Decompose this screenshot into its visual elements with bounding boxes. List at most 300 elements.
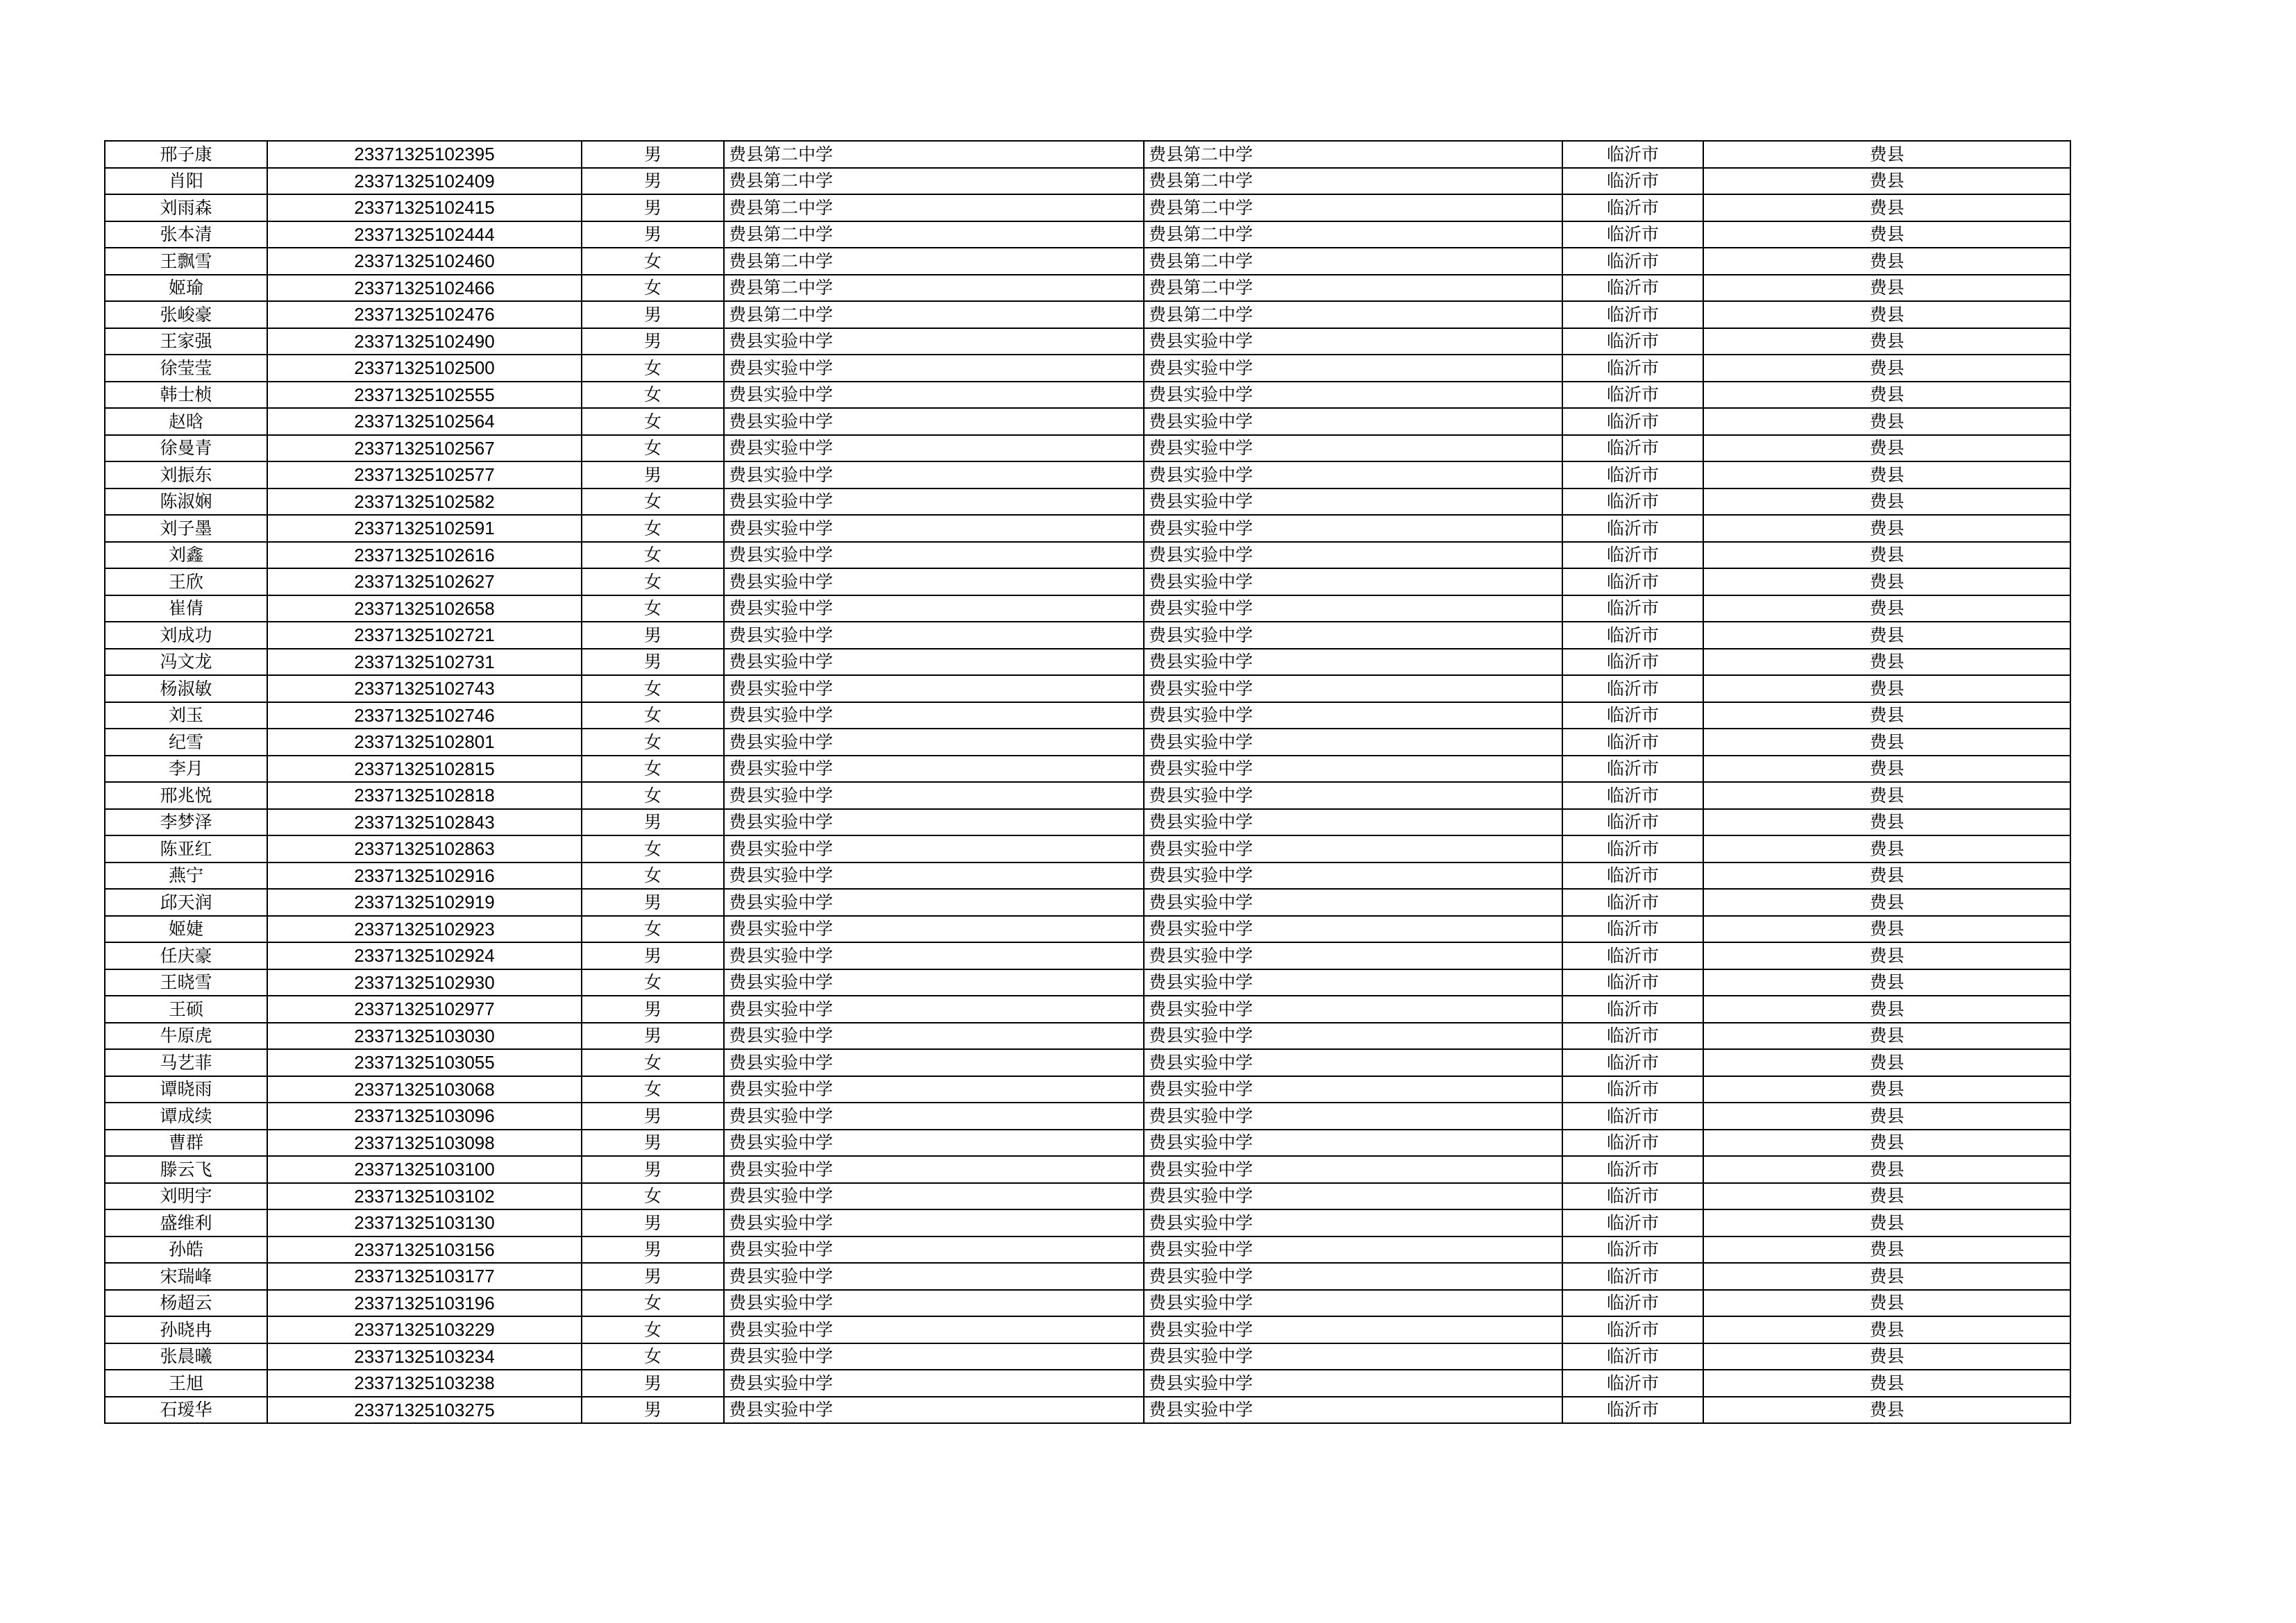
table-row <box>105 194 2070 221</box>
school-cell: 费县实验中学 <box>724 996 1144 1023</box>
city-cell: 临沂市 <box>1562 1263 1703 1290</box>
exam-site-cell: 费县实验中学 <box>1144 595 1562 622</box>
exam-site-cell: 费县实验中学 <box>1144 435 1562 462</box>
exam-id-cell: 23371325102924 <box>267 942 582 969</box>
school-cell: 费县实验中学 <box>724 1076 1144 1103</box>
table-row <box>105 1076 2070 1103</box>
city-cell: 临沂市 <box>1562 488 1703 516</box>
table-row <box>105 863 2070 890</box>
county-cell: 费县 <box>1703 275 2070 302</box>
name-cell: 石瑷华 <box>105 1397 267 1424</box>
county-cell: 费县 <box>1703 916 2070 943</box>
city-cell: 临沂市 <box>1562 1023 1703 1050</box>
table-row <box>105 461 2070 488</box>
exam-id-cell: 23371325102930 <box>267 969 582 996</box>
county-cell: 费县 <box>1703 141 2070 168</box>
county-cell: 费县 <box>1703 1156 2070 1183</box>
exam-id-cell: 23371325103100 <box>267 1156 582 1183</box>
school-cell: 费县第二中学 <box>724 248 1144 275</box>
exam-site-cell: 费县实验中学 <box>1144 488 1562 516</box>
table-row <box>105 756 2070 783</box>
exam-site-cell: 费县实验中学 <box>1144 1209 1562 1237</box>
county-cell: 费县 <box>1703 1316 2070 1343</box>
gender-cell: 女 <box>582 542 724 569</box>
table-row <box>105 782 2070 809</box>
table-row <box>105 1103 2070 1130</box>
table-row <box>105 1209 2070 1237</box>
name-cell: 曹群 <box>105 1130 267 1157</box>
table-row <box>105 702 2070 729</box>
exam-id-cell: 23371325102500 <box>267 355 582 382</box>
exam-site-cell: 费县实验中学 <box>1144 1237 1562 1264</box>
name-cell: 肖阳 <box>105 168 267 195</box>
city-cell: 临沂市 <box>1562 942 1703 969</box>
name-cell: 刘子墨 <box>105 515 267 542</box>
name-cell: 刘明宇 <box>105 1183 267 1210</box>
city-cell: 临沂市 <box>1562 756 1703 783</box>
gender-cell: 男 <box>582 889 724 916</box>
gender-cell: 女 <box>582 515 724 542</box>
gender-cell: 男 <box>582 942 724 969</box>
name-cell: 冯文龙 <box>105 649 267 676</box>
city-cell: 临沂市 <box>1562 515 1703 542</box>
gender-cell: 男 <box>582 1209 724 1237</box>
gender-cell: 男 <box>582 1237 724 1264</box>
name-cell: 张晨曦 <box>105 1343 267 1370</box>
county-cell: 费县 <box>1703 595 2070 622</box>
exam-site-cell: 费县第二中学 <box>1144 221 1562 248</box>
exam-id-cell: 23371325102627 <box>267 568 582 595</box>
exam-id-cell: 23371325102843 <box>267 809 582 836</box>
county-cell: 费县 <box>1703 649 2070 676</box>
city-cell: 临沂市 <box>1562 1316 1703 1343</box>
exam-site-cell: 费县第二中学 <box>1144 168 1562 195</box>
gender-cell: 女 <box>582 435 724 462</box>
county-cell: 费县 <box>1703 1023 2070 1050</box>
school-cell: 费县实验中学 <box>724 942 1144 969</box>
school-cell: 费县实验中学 <box>724 1397 1144 1424</box>
school-cell: 费县实验中学 <box>724 916 1144 943</box>
gender-cell: 女 <box>582 488 724 516</box>
exam-id-cell: 23371325102582 <box>267 488 582 516</box>
name-cell: 张峻豪 <box>105 301 267 328</box>
name-cell: 姬婕 <box>105 916 267 943</box>
gender-cell: 女 <box>582 916 724 943</box>
exam-id-cell: 23371325102555 <box>267 382 582 409</box>
county-cell: 费县 <box>1703 568 2070 595</box>
school-cell: 费县第二中学 <box>724 301 1144 328</box>
table-row <box>105 835 2070 863</box>
exam-site-cell: 费县实验中学 <box>1144 1103 1562 1130</box>
city-cell: 临沂市 <box>1562 649 1703 676</box>
name-cell: 邢兆悦 <box>105 782 267 809</box>
exam-site-cell: 费县实验中学 <box>1144 568 1562 595</box>
table-row <box>105 248 2070 275</box>
city-cell: 临沂市 <box>1562 141 1703 168</box>
city-cell: 临沂市 <box>1562 622 1703 649</box>
gender-cell: 女 <box>582 382 724 409</box>
city-cell: 临沂市 <box>1562 863 1703 890</box>
city-cell: 临沂市 <box>1562 729 1703 756</box>
city-cell: 临沂市 <box>1562 809 1703 836</box>
school-cell: 费县实验中学 <box>724 675 1144 702</box>
city-cell: 临沂市 <box>1562 542 1703 569</box>
school-cell: 费县实验中学 <box>724 729 1144 756</box>
table-row <box>105 622 2070 649</box>
table-row <box>105 1183 2070 1210</box>
exam-id-cell: 23371325102743 <box>267 675 582 702</box>
county-cell: 费县 <box>1703 248 2070 275</box>
county-cell: 费县 <box>1703 515 2070 542</box>
school-cell: 费县实验中学 <box>724 542 1144 569</box>
exam-site-cell: 费县实验中学 <box>1144 782 1562 809</box>
school-cell: 费县实验中学 <box>724 863 1144 890</box>
city-cell: 临沂市 <box>1562 1130 1703 1157</box>
table-row <box>105 568 2070 595</box>
name-cell: 李月 <box>105 756 267 783</box>
table-row <box>105 301 2070 328</box>
gender-cell: 女 <box>582 1183 724 1210</box>
gender-cell: 女 <box>582 1076 724 1103</box>
exam-site-cell: 费县实验中学 <box>1144 729 1562 756</box>
exam-site-cell: 费县第二中学 <box>1144 275 1562 302</box>
city-cell: 临沂市 <box>1562 275 1703 302</box>
city-cell: 临沂市 <box>1562 1156 1703 1183</box>
county-cell: 费县 <box>1703 1103 2070 1130</box>
school-cell: 费县实验中学 <box>724 1156 1144 1183</box>
school-cell: 费县实验中学 <box>724 1316 1144 1343</box>
exam-id-cell: 23371325102616 <box>267 542 582 569</box>
school-cell: 费县实验中学 <box>724 1343 1144 1370</box>
school-cell: 费县实验中学 <box>724 515 1144 542</box>
school-cell: 费县实验中学 <box>724 756 1144 783</box>
table-row <box>105 969 2070 996</box>
exam-site-cell: 费县实验中学 <box>1144 1397 1562 1424</box>
school-cell: 费县实验中学 <box>724 835 1144 863</box>
gender-cell: 男 <box>582 1103 724 1130</box>
county-cell: 费县 <box>1703 1209 2070 1237</box>
county-cell: 费县 <box>1703 1263 2070 1290</box>
exam-id-cell: 23371325102460 <box>267 248 582 275</box>
table-row <box>105 889 2070 916</box>
school-cell: 费县实验中学 <box>724 622 1144 649</box>
city-cell: 临沂市 <box>1562 916 1703 943</box>
gender-cell: 男 <box>582 328 724 355</box>
school-cell: 费县实验中学 <box>724 595 1144 622</box>
school-cell: 费县实验中学 <box>724 809 1144 836</box>
gender-cell: 女 <box>582 595 724 622</box>
city-cell: 临沂市 <box>1562 355 1703 382</box>
table-row <box>105 221 2070 248</box>
table-row <box>105 1049 2070 1076</box>
name-cell: 徐莹莹 <box>105 355 267 382</box>
exam-id-cell: 23371325103177 <box>267 1263 582 1290</box>
table-row <box>105 1370 2070 1397</box>
gender-cell: 男 <box>582 168 724 195</box>
county-cell: 费县 <box>1703 969 2070 996</box>
county-cell: 费县 <box>1703 488 2070 516</box>
exam-site-cell: 费县实验中学 <box>1144 916 1562 943</box>
exam-id-cell: 23371325102490 <box>267 328 582 355</box>
gender-cell: 男 <box>582 622 724 649</box>
table-row <box>105 942 2070 969</box>
exam-site-cell: 费县实验中学 <box>1144 355 1562 382</box>
exam-site-cell: 费县实验中学 <box>1144 461 1562 488</box>
name-cell: 李梦泽 <box>105 809 267 836</box>
exam-site-cell: 费县实验中学 <box>1144 328 1562 355</box>
name-cell: 宋瑞峰 <box>105 1263 267 1290</box>
exam-site-cell: 费县第二中学 <box>1144 141 1562 168</box>
county-cell: 费县 <box>1703 835 2070 863</box>
school-cell: 费县第二中学 <box>724 168 1144 195</box>
exam-site-cell: 费县实验中学 <box>1144 675 1562 702</box>
table-row <box>105 168 2070 195</box>
county-cell: 费县 <box>1703 675 2070 702</box>
table-row <box>105 355 2070 382</box>
exam-site-cell: 费县实验中学 <box>1144 1290 1562 1317</box>
school-cell: 费县实验中学 <box>724 1209 1144 1237</box>
exam-site-cell: 费县第二中学 <box>1144 194 1562 221</box>
gender-cell: 女 <box>582 1049 724 1076</box>
name-cell: 牛原虎 <box>105 1023 267 1050</box>
city-cell: 临沂市 <box>1562 1209 1703 1237</box>
exam-site-cell: 费县实验中学 <box>1144 942 1562 969</box>
exam-site-cell: 费县实验中学 <box>1144 1076 1562 1103</box>
table-row <box>105 328 2070 355</box>
exam-id-cell: 23371325103156 <box>267 1237 582 1264</box>
county-cell: 费县 <box>1703 1397 2070 1424</box>
name-cell: 谭成续 <box>105 1103 267 1130</box>
county-cell: 费县 <box>1703 782 2070 809</box>
exam-id-cell: 23371325102577 <box>267 461 582 488</box>
exam-id-cell: 23371325102721 <box>267 622 582 649</box>
exam-site-cell: 费县实验中学 <box>1144 835 1562 863</box>
school-cell: 费县实验中学 <box>724 1290 1144 1317</box>
table-row <box>105 275 2070 302</box>
gender-cell: 男 <box>582 461 724 488</box>
gender-cell: 女 <box>582 702 724 729</box>
city-cell: 临沂市 <box>1562 1370 1703 1397</box>
city-cell: 临沂市 <box>1562 782 1703 809</box>
exam-id-cell: 23371325103234 <box>267 1343 582 1370</box>
county-cell: 费县 <box>1703 863 2070 890</box>
school-cell: 费县实验中学 <box>724 435 1144 462</box>
name-cell: 刘振东 <box>105 461 267 488</box>
gender-cell: 女 <box>582 1290 724 1317</box>
city-cell: 临沂市 <box>1562 595 1703 622</box>
exam-site-cell: 费县实验中学 <box>1144 382 1562 409</box>
city-cell: 临沂市 <box>1562 889 1703 916</box>
gender-cell: 女 <box>582 1343 724 1370</box>
table-row <box>105 382 2070 409</box>
table-row <box>105 1263 2070 1290</box>
school-cell: 费县实验中学 <box>724 408 1144 435</box>
gender-cell: 女 <box>582 782 724 809</box>
county-cell: 费县 <box>1703 328 2070 355</box>
table-row <box>105 595 2070 622</box>
exam-id-cell: 23371325102476 <box>267 301 582 328</box>
name-cell: 刘鑫 <box>105 542 267 569</box>
gender-cell: 女 <box>582 675 724 702</box>
exam-site-cell: 费县实验中学 <box>1144 1370 1562 1397</box>
exam-site-cell: 费县实验中学 <box>1144 756 1562 783</box>
school-cell: 费县实验中学 <box>724 1370 1144 1397</box>
exam-id-cell: 23371325102919 <box>267 889 582 916</box>
exam-id-cell: 23371325103229 <box>267 1316 582 1343</box>
name-cell: 燕宁 <box>105 863 267 890</box>
city-cell: 临沂市 <box>1562 328 1703 355</box>
gender-cell: 男 <box>582 996 724 1023</box>
gender-cell: 女 <box>582 355 724 382</box>
name-cell: 杨超云 <box>105 1290 267 1317</box>
name-cell: 杨淑敏 <box>105 675 267 702</box>
gender-cell: 女 <box>582 408 724 435</box>
gender-cell: 男 <box>582 221 724 248</box>
table-row <box>105 996 2070 1023</box>
table-row <box>105 141 2070 168</box>
city-cell: 临沂市 <box>1562 435 1703 462</box>
exam-id-cell: 23371325102815 <box>267 756 582 783</box>
exam-site-cell: 费县第二中学 <box>1144 301 1562 328</box>
gender-cell: 女 <box>582 969 724 996</box>
school-cell: 费县实验中学 <box>724 1103 1144 1130</box>
exam-site-cell: 费县实验中学 <box>1144 1343 1562 1370</box>
county-cell: 费县 <box>1703 168 2070 195</box>
table-row <box>105 1290 2070 1317</box>
exam-site-cell: 费县实验中学 <box>1144 702 1562 729</box>
student-table <box>104 140 2071 1424</box>
school-cell: 费县实验中学 <box>724 1263 1144 1290</box>
gender-cell: 女 <box>582 835 724 863</box>
school-cell: 费县实验中学 <box>724 889 1144 916</box>
exam-site-cell: 费县实验中学 <box>1144 969 1562 996</box>
name-cell: 刘雨森 <box>105 194 267 221</box>
city-cell: 临沂市 <box>1562 1343 1703 1370</box>
exam-id-cell: 23371325103098 <box>267 1130 582 1157</box>
county-cell: 费县 <box>1703 702 2070 729</box>
table-row <box>105 916 2070 943</box>
exam-site-cell: 费县实验中学 <box>1144 408 1562 435</box>
table-row <box>105 515 2070 542</box>
school-cell: 费县实验中学 <box>724 782 1144 809</box>
school-cell: 费县实验中学 <box>724 488 1144 516</box>
table-row <box>105 435 2070 462</box>
gender-cell: 女 <box>582 568 724 595</box>
county-cell: 费县 <box>1703 729 2070 756</box>
county-cell: 费县 <box>1703 996 2070 1023</box>
name-cell: 任庆豪 <box>105 942 267 969</box>
name-cell: 崔倩 <box>105 595 267 622</box>
exam-id-cell: 23371325102916 <box>267 863 582 890</box>
school-cell: 费县实验中学 <box>724 461 1144 488</box>
exam-id-cell: 23371325103030 <box>267 1023 582 1050</box>
name-cell: 陈亚红 <box>105 835 267 863</box>
exam-id-cell: 23371325103096 <box>267 1103 582 1130</box>
exam-id-cell: 23371325103130 <box>267 1209 582 1237</box>
school-cell: 费县实验中学 <box>724 328 1144 355</box>
exam-id-cell: 23371325102567 <box>267 435 582 462</box>
name-cell: 张本清 <box>105 221 267 248</box>
name-cell: 邱天润 <box>105 889 267 916</box>
school-cell: 费县第二中学 <box>724 275 1144 302</box>
school-cell: 费县实验中学 <box>724 702 1144 729</box>
exam-id-cell: 23371325103196 <box>267 1290 582 1317</box>
city-cell: 临沂市 <box>1562 194 1703 221</box>
city-cell: 临沂市 <box>1562 301 1703 328</box>
city-cell: 临沂市 <box>1562 835 1703 863</box>
county-cell: 费县 <box>1703 756 2070 783</box>
gender-cell: 男 <box>582 1130 724 1157</box>
school-cell: 费县第二中学 <box>724 141 1144 168</box>
exam-id-cell: 23371325103275 <box>267 1397 582 1424</box>
gender-cell: 男 <box>582 1397 724 1424</box>
table-row <box>105 1237 2070 1264</box>
county-cell: 费县 <box>1703 1370 2070 1397</box>
county-cell: 费县 <box>1703 435 2070 462</box>
city-cell: 临沂市 <box>1562 248 1703 275</box>
gender-cell: 女 <box>582 248 724 275</box>
county-cell: 费县 <box>1703 1049 2070 1076</box>
city-cell: 临沂市 <box>1562 1049 1703 1076</box>
gender-cell: 男 <box>582 194 724 221</box>
gender-cell: 男 <box>582 1263 724 1290</box>
city-cell: 临沂市 <box>1562 675 1703 702</box>
school-cell: 费县第二中学 <box>724 194 1144 221</box>
exam-id-cell: 23371325103068 <box>267 1076 582 1103</box>
table-row <box>105 1023 2070 1050</box>
gender-cell: 男 <box>582 809 724 836</box>
exam-site-cell: 费县第二中学 <box>1144 248 1562 275</box>
exam-site-cell: 费县实验中学 <box>1144 649 1562 676</box>
county-cell: 费县 <box>1703 1130 2070 1157</box>
county-cell: 费县 <box>1703 542 2070 569</box>
city-cell: 临沂市 <box>1562 382 1703 409</box>
gender-cell: 男 <box>582 649 724 676</box>
city-cell: 临沂市 <box>1562 1397 1703 1424</box>
exam-site-cell: 费县实验中学 <box>1144 889 1562 916</box>
exam-id-cell: 23371325103102 <box>267 1183 582 1210</box>
exam-site-cell: 费县实验中学 <box>1144 1183 1562 1210</box>
county-cell: 费县 <box>1703 194 2070 221</box>
county-cell: 费县 <box>1703 1343 2070 1370</box>
county-cell: 费县 <box>1703 889 2070 916</box>
county-cell: 费县 <box>1703 301 2070 328</box>
name-cell: 王晓雪 <box>105 969 267 996</box>
county-cell: 费县 <box>1703 461 2070 488</box>
county-cell: 费县 <box>1703 809 2070 836</box>
city-cell: 临沂市 <box>1562 1237 1703 1264</box>
table-body <box>105 141 2070 1423</box>
city-cell: 临沂市 <box>1562 702 1703 729</box>
table-row <box>105 1397 2070 1424</box>
exam-site-cell: 费县实验中学 <box>1144 809 1562 836</box>
school-cell: 费县第二中学 <box>724 221 1144 248</box>
gender-cell: 女 <box>582 1316 724 1343</box>
exam-id-cell: 23371325102564 <box>267 408 582 435</box>
school-cell: 费县实验中学 <box>724 1130 1144 1157</box>
county-cell: 费县 <box>1703 355 2070 382</box>
city-cell: 临沂市 <box>1562 1076 1703 1103</box>
name-cell: 孙皓 <box>105 1237 267 1264</box>
name-cell: 赵晗 <box>105 408 267 435</box>
name-cell: 王飘雪 <box>105 248 267 275</box>
county-cell: 费县 <box>1703 408 2070 435</box>
county-cell: 费县 <box>1703 622 2070 649</box>
city-cell: 临沂市 <box>1562 1183 1703 1210</box>
name-cell: 刘玉 <box>105 702 267 729</box>
name-cell: 滕云飞 <box>105 1156 267 1183</box>
table-row <box>105 1343 2070 1370</box>
